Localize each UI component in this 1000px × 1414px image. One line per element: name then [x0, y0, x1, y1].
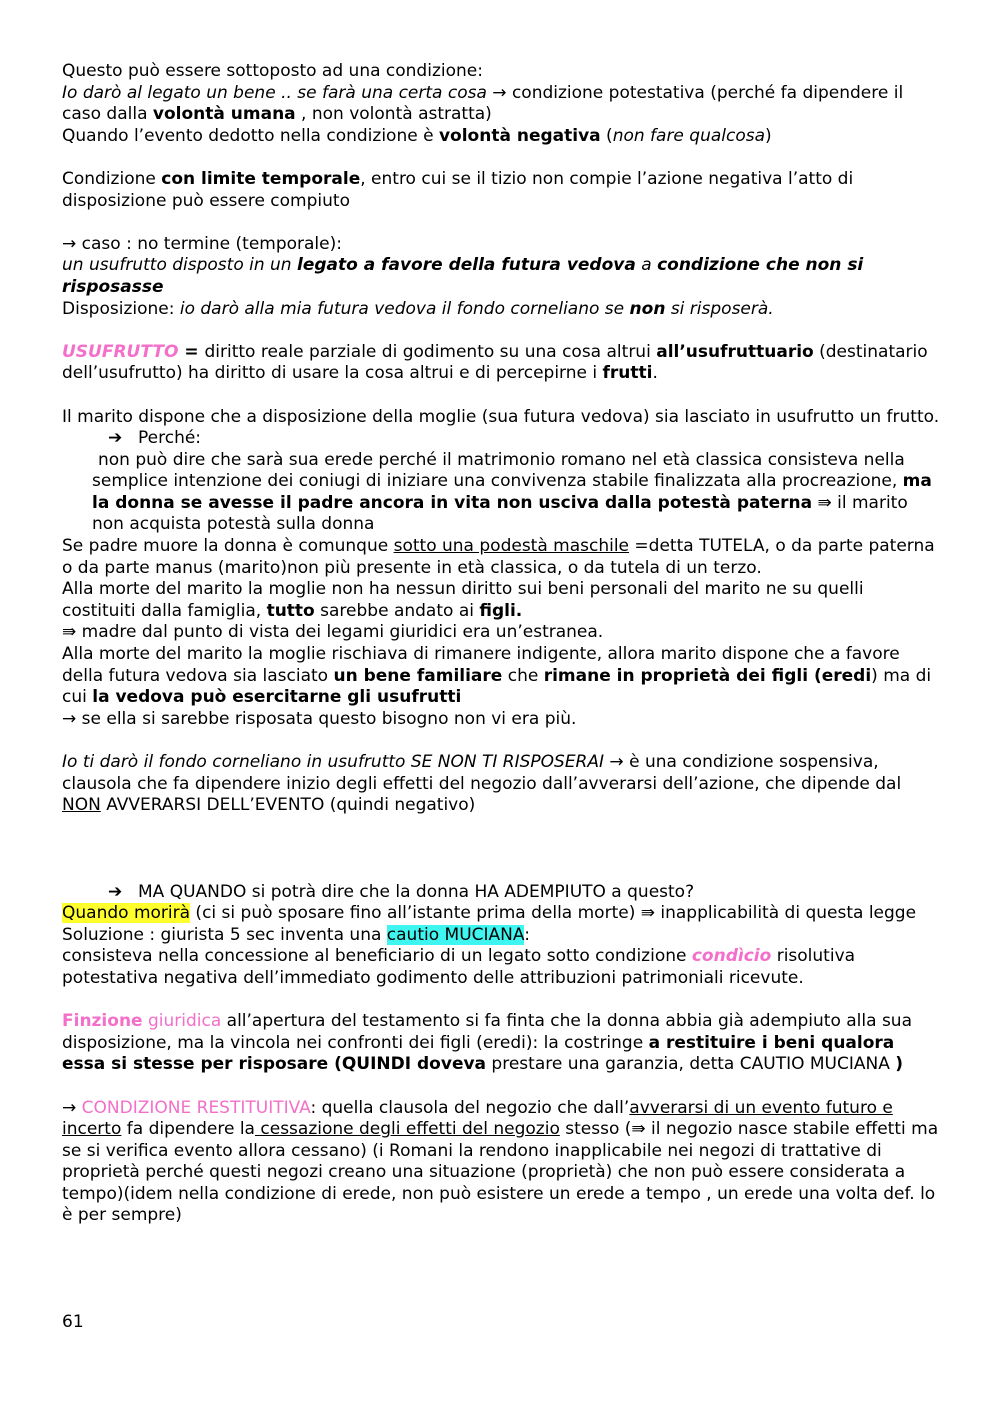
paragraph-roman-marriage: non può dire che sarà sua erede perché il matrimonio romano nel età classica consisteva nella semplice intenzione dei coniugi di iniziare una convivenza stabile finalizzata alla procreazione, ma la donna se avesse il padre ancora in vita non usciva dalla potestà paterna ⇛ il marito non acquista potestà sulla donna [92, 449, 932, 535]
bullet-question: ➔ MA QUANDO si potrà dire che la donna HA ADEMPIUTO a questo? [108, 881, 695, 902]
paragraph-concession: consisteva nella concessione al beneficiario di un legato sotto condizione condìcio risolutiva potestativa negativa dell’immediato godimento delle attribuzioni patrimoniali ricevute. [62, 946, 856, 988]
bullet-perche: ➔ Perché: [108, 428, 202, 449]
paragraph-case: → caso : no termine (temporale): [62, 233, 342, 254]
arrow-bullet-icon: ➔ [108, 881, 123, 902]
paragraph-disposition: Disposizione: io darò alla mia futura vedova il fondo corneliano se non si risposerà. [62, 298, 774, 319]
highlight-yellow: Quando morirà [62, 903, 191, 924]
paragraph-when-dies: Quando morirà (ci si può sposare fino all’istante prima della morte) ⇛ inapplicabilità di questa legge [62, 903, 917, 924]
paragraph-intro: Questo può essere sottoposto ad una condizione: [62, 61, 483, 81]
term-condicio: condìcio [691, 946, 772, 967]
term-usufrutto: USUFRUTTO [62, 341, 179, 362]
paragraph-solution: Soluzione : giurista 5 sec inventa una cautio MUCIANA: [62, 924, 530, 945]
document-body [62, 61, 942, 1227]
paragraph-temporal-limit: Condizione con limite temporale, entro cui se il tizio non compie l’azione negativa l’atto di disposizione può essere compiuto [62, 168, 854, 211]
paragraph-suspensive: Io ti darò il fondo corneliano in usufrutto SE NON TI RISPOSERAI → è una condizione sospensiva, clausola che fa dipendere inizio degli effetti del negozio dall’avverarsi dell’azione, che dipende dal NON AVVERARSI DELL’EVENTO (quindi negativo) [62, 752, 902, 816]
paragraph-usufrutto-definition: USUFRUTTO = diritto reale parziale di godimento su una cosa altrui all’usufruttuario (destinatario dell’usufrutto) ha diritto di usare la cosa altrui e di percepirne i frutti. [62, 341, 928, 384]
paragraph-tutela: Se padre muore la donna è comunque sotto una podestà maschile =detta TUTELA, o da parte paterna o da parte manus (marito)non più presente in età classica, o da tutela di un terzo. [62, 536, 935, 578]
paragraph-usufruct-legacy: un usufrutto disposto in un legato a favore della futura vedova a condizione che non si risposasse [62, 255, 864, 297]
paragraph-example: Io darò al legato un bene .. se farà una certa cosa → condizione potestativa (perché fa dipendere il caso dalla volontà umana , non volontà astratta) [62, 82, 904, 125]
term-finzione: Finzione [62, 1011, 143, 1032]
highlight-cyan: cautio MUCIANA [386, 924, 525, 945]
arrow-bullet-icon: ➔ [108, 428, 123, 449]
paragraph-husband: Il marito dispone che a disposizione della moglie (sua futura vedova) sia lasciato in usufrutto un frutto. [62, 406, 940, 427]
term-condizione-restituitiva: CONDIZIONE RESTITUITIVA [81, 1097, 311, 1118]
paragraph-remarried: → se ella si sarebbe risposata questo bisogno non vi era più. [62, 708, 577, 729]
paragraph-fiction: Finzione giuridica all’apertura del testamento si fa finta che la donna abbia già adempiuto alla sua disposizione, ma la vincola nei confronti dei figli (eredi): la costringe a restituire i beni qualora essa si stesse per risposare (QUINDI doveva prestare una garanzia, detta CAUTIO MUCIANA ) [62, 1011, 912, 1075]
paragraph-indigent: Alla morte del marito la moglie rischiava di rimanere indigente, allora marito dispone che a favore della futura vedova sia lasciato un bene familiare che rimane in proprietà dei figli (eredi) ma di cui la vedova può esercitarne gli usufrutti [62, 644, 932, 708]
paragraph-negative: Quando l’evento dedotto nella condizione è volontà negativa (non fare qualcosa) [62, 125, 772, 146]
paragraph-stranger: ⇛ madre dal punto di vista dei legami giuridici era un’estranea. [62, 622, 604, 643]
page-number: 61 [62, 1312, 84, 1332]
paragraph-restitutive: → CONDIZIONE RESTITUITIVA: quella clausola del negozio che dall’avverarsi di un evento futuro e incerto fa dipendere la cessazione degli effetti del negozio stesso (⇛ il negozio nasce stabile effetti ma se si verifica evento allora cessano) (i Romani la rendono inapplicabile nei negozi di trattative di proprietà perché questi negozi creano una situazione (proprietà) che non può essere considerata a tempo)(idem nella condizione di erede, non può esistere un erede a tempo , un erede una volta def. lo è per sempre) [62, 1097, 939, 1226]
paragraph-no-rights: Alla morte del marito la moglie non ha nessun diritto sui beni personali del marito ne su quelli costituiti dalla famiglia, tutto sarebbe andato ai figli. [62, 579, 864, 621]
